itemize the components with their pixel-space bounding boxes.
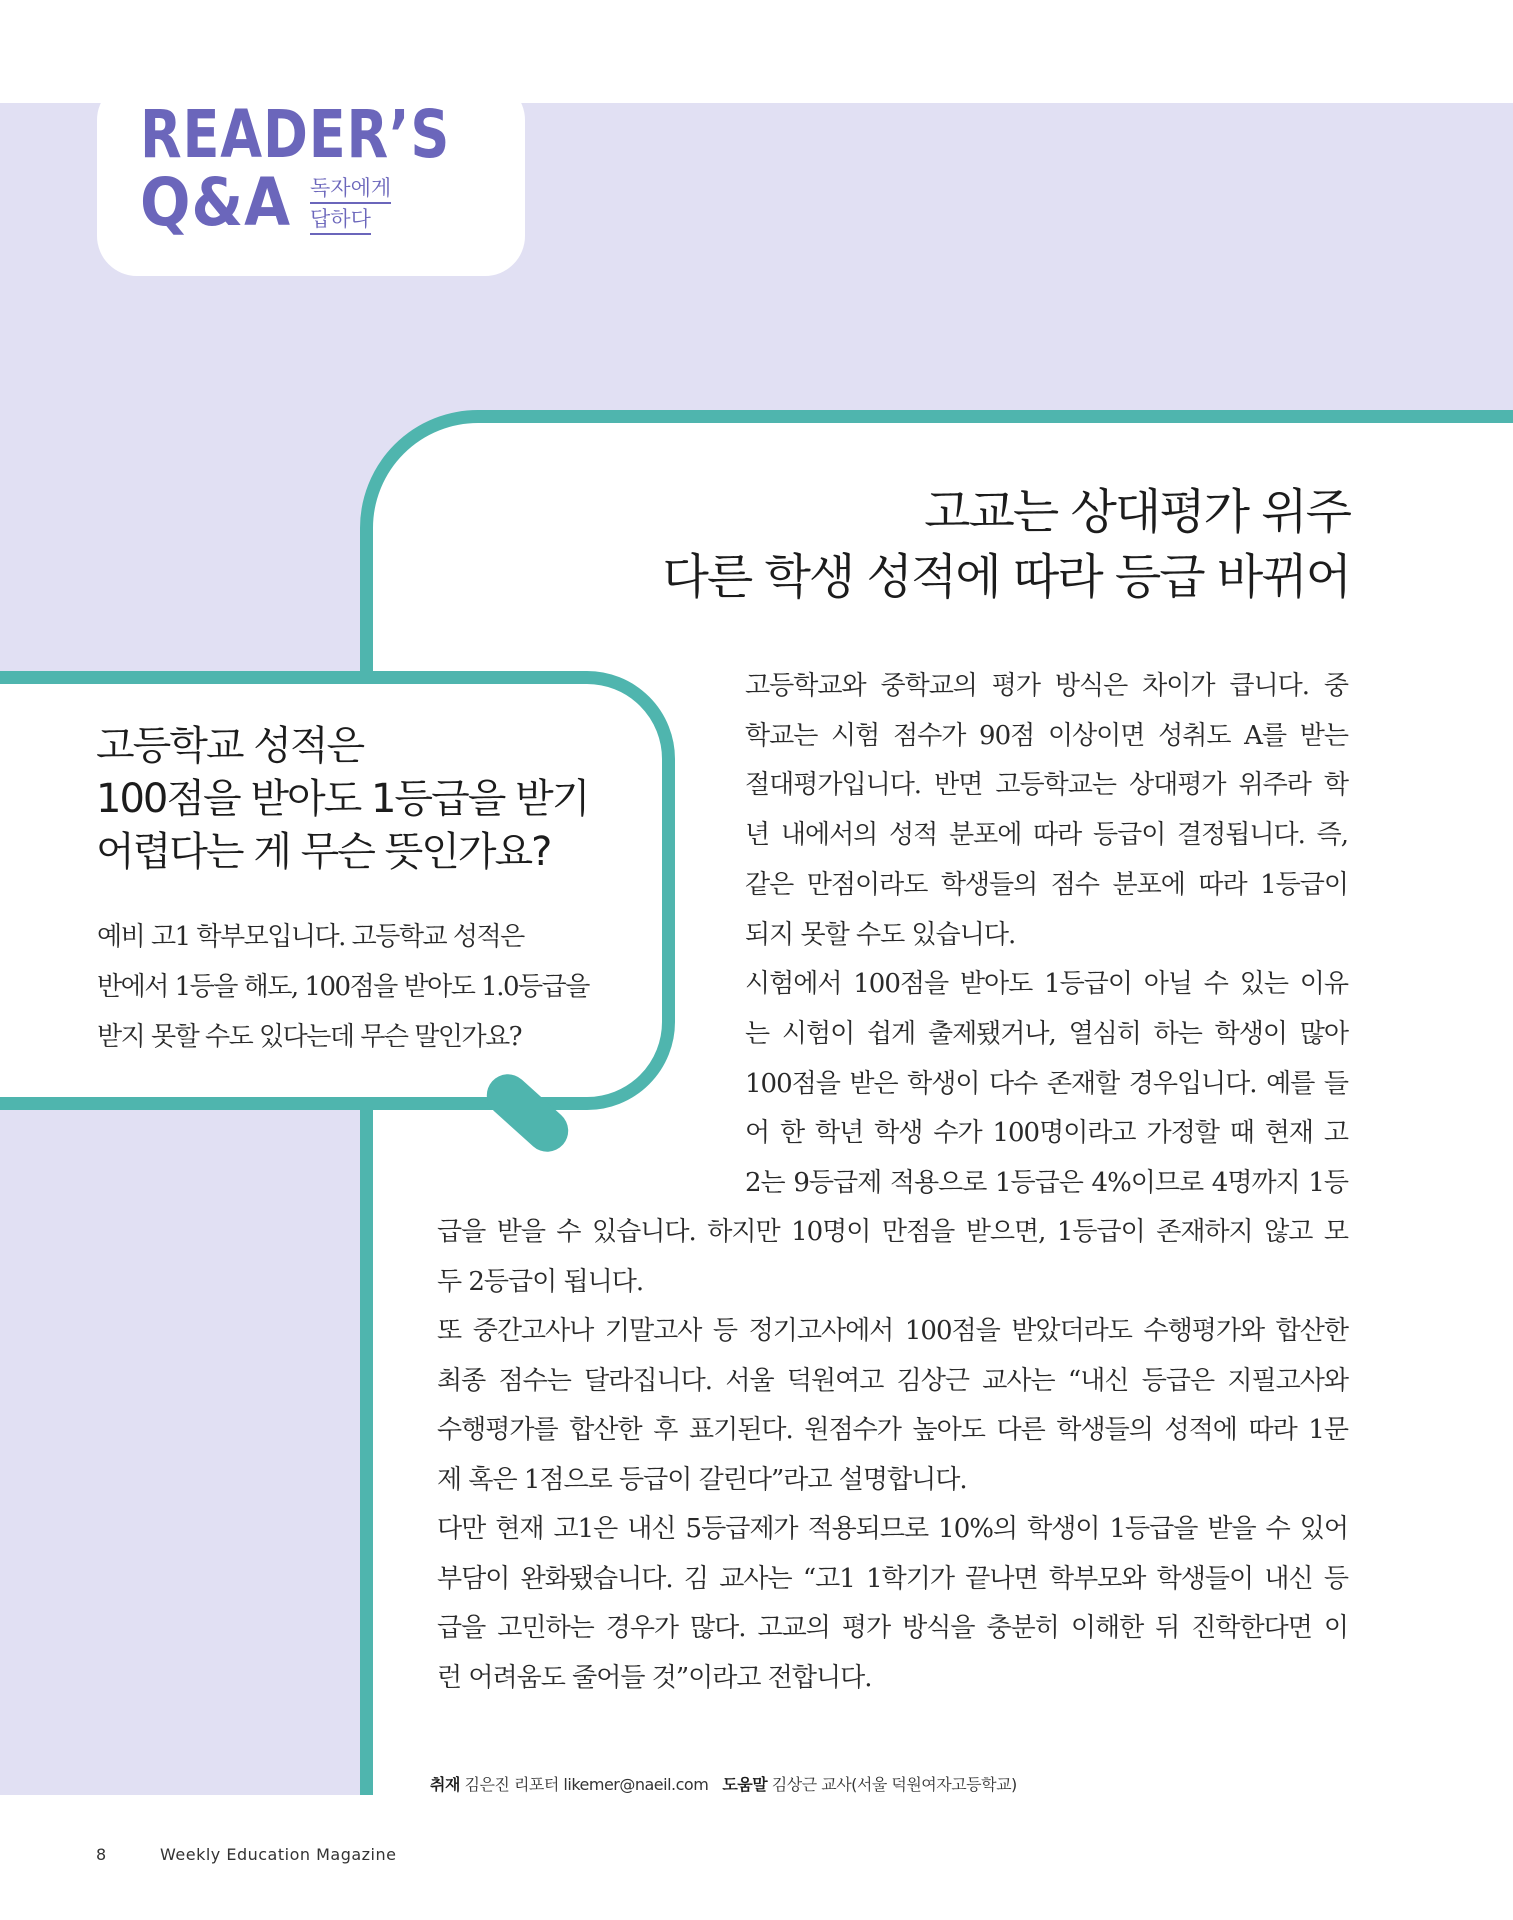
question-title-line: 고등학교 성적은 <box>96 723 364 769</box>
answer-line: 제 혹은 1점으로 등급이 갈린다”라고 설명합니다. <box>437 1465 967 1495</box>
answer-line: 두 2등급이 됩니다. <box>437 1267 644 1297</box>
question-text-line: 받지 못할 수도 있다는데 무슨 말인가요? <box>97 1022 522 1052</box>
answer-line: 다만 현재 고1은 내신 5등급제가 적용되므로 10%의 학생이 1등급을 받을 수 있어 <box>437 1514 1348 1544</box>
answer-line: 2는 9등급제 적용으로 1등급은 4%이므로 4명까지 1등 <box>745 1168 1348 1198</box>
answer-line: 시험에서 100점을 받아도 1등급이 아닐 수 있는 이유 <box>745 969 1348 999</box>
logo-subtitle-1: 독자에게 <box>310 176 391 204</box>
question-text <box>97 912 589 1062</box>
headline-line: 고교는 상대평가 위주 <box>924 484 1350 540</box>
answer-line: 최종 점수는 달라집니다. 서울 덕원여고 김상근 교사는 “내신 등급은 지필고사와 <box>437 1366 1348 1396</box>
reporter-info: 김은진 리포터 likemer@naeil.com <box>464 1775 709 1794</box>
logo-title-readers: READER’S <box>140 96 451 173</box>
headline-line: 다른 학생 성적에 따라 등급 바뀌어 <box>662 549 1350 605</box>
logo-title-qa: Q&A <box>140 164 291 241</box>
answer-line: 년 내에서의 성적 분포에 따라 등급이 결정됩니다. 즉, <box>745 820 1348 850</box>
answer-line: 절대평가입니다. 반면 고등학교는 상대평가 위주라 학 <box>745 770 1348 800</box>
answer-line: 급을 고민하는 경우가 많다. 고교의 평가 방식을 충분히 이해한 뒤 진학한다면 이 <box>437 1613 1348 1643</box>
question-text-line: 예비 고1 학부모입니다. 고등학교 성적은 <box>97 922 524 952</box>
answer-line: 되지 못할 수도 있습니다. <box>745 920 1016 950</box>
reporter-label: 취재 <box>430 1775 460 1794</box>
answer-line: 또 중간고사나 기말고사 등 정기고사에서 100점을 받았더라도 수행평가와 합산한 <box>437 1316 1348 1346</box>
answer-line: 런 어려움도 줄어들 것”이라고 전합니다. <box>437 1663 872 1693</box>
helper-label: 도움말 <box>722 1775 768 1794</box>
answer-line: 부담이 완화됐습니다. 김 교사는 “고1 1학기가 끝나면 학부모와 학생들이 내신 등 <box>437 1564 1348 1594</box>
answer-line: 같은 만점이라도 학생들의 점수 분포에 따라 1등급이 <box>745 870 1348 900</box>
question-title-line: 100점을 받아도 1등급을 받기 <box>96 776 589 822</box>
answer-line: 100점을 받은 학생이 다수 존재할 경우입니다. 예를 들 <box>745 1069 1348 1099</box>
article-credits <box>430 1772 1017 1795</box>
article-headline <box>663 480 1350 610</box>
question-title-line: 어렵다는 게 무슨 뜻인가요? <box>96 829 551 875</box>
logo-subtitle-2: 답하다 <box>310 207 371 235</box>
answer-line: 어 한 학년 학생 수가 100명이라고 가정할 때 현재 고 <box>745 1118 1348 1148</box>
answer-line: 고등학교와 중학교의 평가 방식은 차이가 큽니다. 중 <box>745 671 1348 701</box>
magazine-name: Weekly Education Magazine <box>160 1845 397 1864</box>
answer-line: 는 시험이 쉽게 출제됐거나, 열심히 하는 학생이 많아 <box>745 1019 1348 1049</box>
answer-line: 급을 받을 수 있습니다. 하지만 10명이 만점을 받으면, 1등급이 존재하지 않고 모 <box>437 1217 1348 1247</box>
answer-line: 수행평가를 합산한 후 표기된다. 원점수가 높아도 다른 학생들의 성적에 따라 1문 <box>437 1415 1348 1445</box>
helper-info: 김상근 교사(서울 덕원여자고등학교) <box>771 1775 1017 1794</box>
answer-line: 학교는 시험 점수가 90점 이상이면 성취도 A를 받는 <box>745 721 1348 751</box>
question-title <box>96 720 588 879</box>
question-text-line: 반에서 1등을 해도, 100점을 받아도 1.0등급을 <box>97 972 589 1002</box>
page-number: 8 <box>96 1845 107 1864</box>
